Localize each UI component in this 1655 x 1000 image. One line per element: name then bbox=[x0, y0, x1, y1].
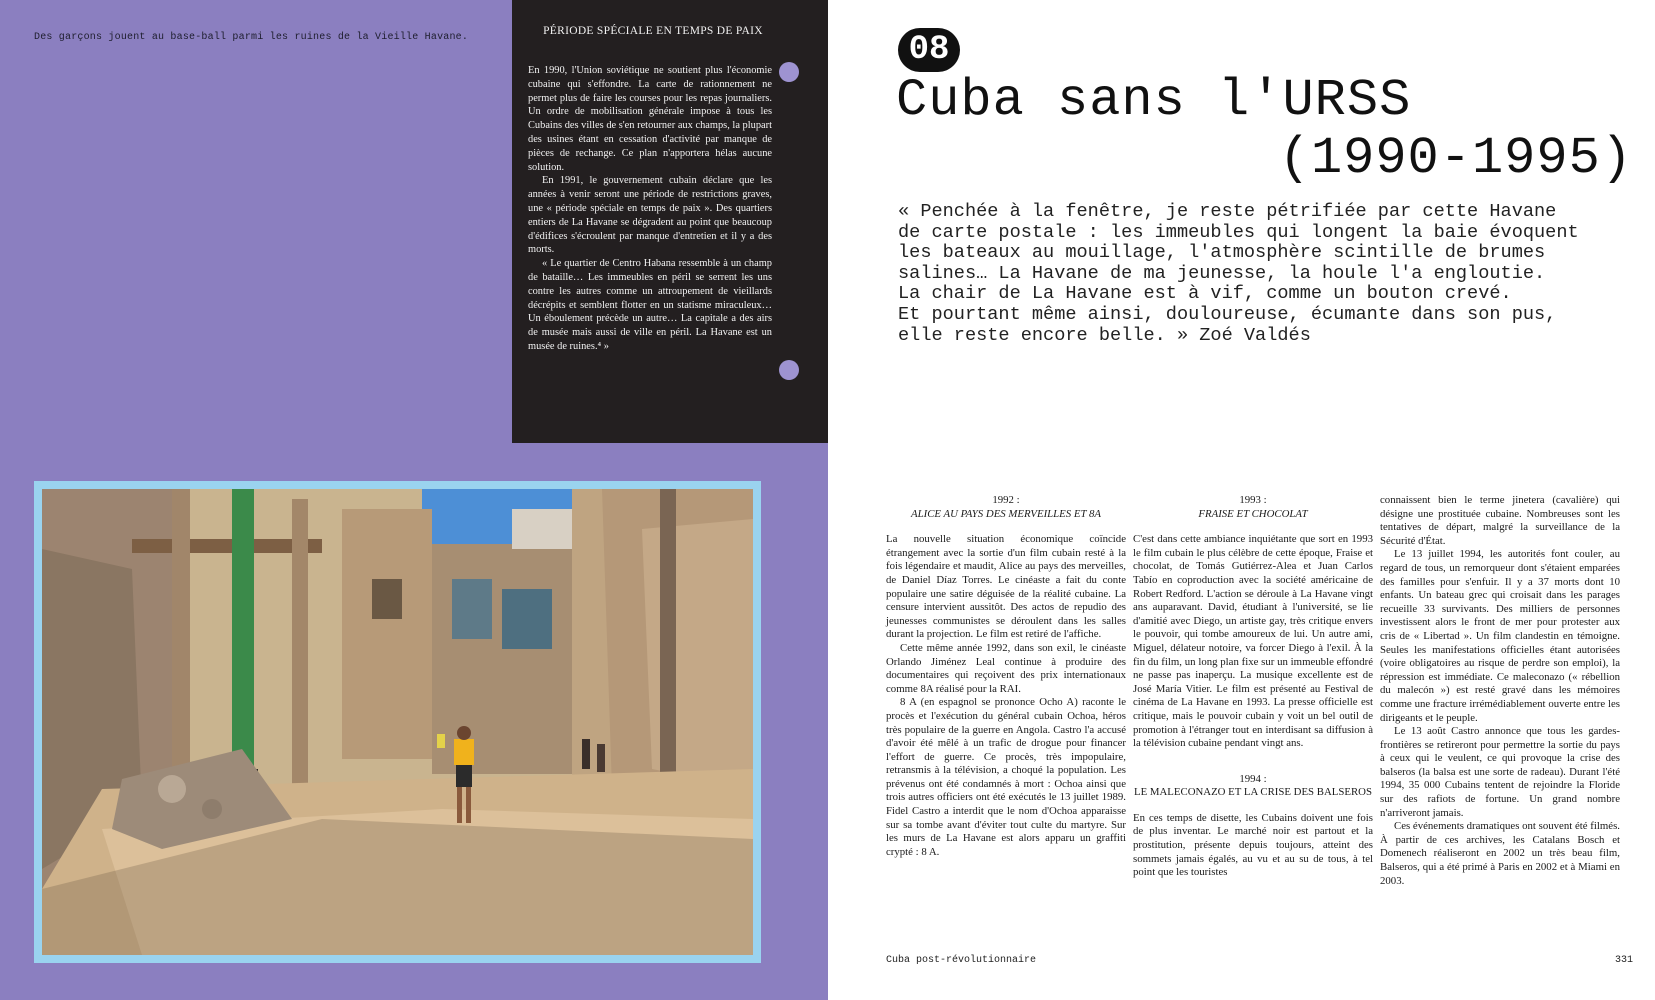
heading-year: 1994 : bbox=[1239, 772, 1267, 785]
column-paragraph: Ces événements dramatiques ont souvent été filmés. À partir de ces archives, les Catalans Bosch et Domenech réaliseront en 2002 un très beau film, Balseros, qui a été primé à Paris en 2002 et à Miami en 2003. bbox=[1380, 820, 1620, 887]
column-paragraph: connaissent bien le terme jinetera (cavalière) qui désigne une prostituée cubaine. Nombreuses sont les tentatives de départ, malgré la surveillance de la Sécurité d'État. bbox=[1380, 494, 1620, 547]
heading-title: LE MALECONAZO ET LA CRISE DES BALSEROS bbox=[1134, 786, 1372, 799]
column-paragraph: La nouvelle situation économique coïncide étrangement avec la sortie d'un film cubain resté à la fois légendaire et maudit, Alice au pays des merveilles, de Daniel Díaz Torres. Le cinéaste a fait du conte populaire une satire déguisée de la réalité cubaine. La censure intervient aussitôt. Des actos de repudio des jeunesses communistes se déroulent dans les salles durant la projection. Le film est retiré de l'affiche. bbox=[886, 533, 1126, 641]
sidebar-paragraph: En 1991, le gouvernement cubain déclare que les années à venir seront une période de restrictions graves, une « période spéciale en temps de paix ». Des quartiers entiers de La Havane se dégradent au point que beaucoup d'édifices s'écroulent par manque d'entretien et il y a des morts. bbox=[528, 175, 772, 256]
column-paragraph: Le 13 juillet 1994, les autorités font couler, au regard de tous, un remorqueur dont s'étaient emparées des familles pour s'enfuir. Il y a 37 morts dont 10 enfants. Un bateau grec qui croisait dans les parages recueille 33 survivants. Des milliers de personnes investissent alors le front de mer pour protester aux cris de « Libertad ». Un film clandestin en témoigne. Seules les manifestations officielles étant autorisées (voire obligatoires au risque de perdre son emploi), la répression est immédiate. Ce maleconazo (« rébellion du malecón ») est resté gravé dans les mémoires comme une fracture irrémédiablement ouverte entre les dirigeants et le peuple. bbox=[1380, 548, 1620, 724]
binder-hole-dot bbox=[779, 62, 799, 82]
running-footer: Cuba post-révolutionnaire bbox=[886, 955, 1037, 966]
column-paragraph: Le 13 août Castro annonce que tous les gardes-frontières se retireront pour permettre la sortie du pays à ceux qui le veulent, ce qui provoque la crise des balseros (la balsa est une sorte de radeau). Durant l'été 1994, 35 000 Cubains tentent de rejoindre la Floride sur des rafiots de fortune. Un grand nombre n'arriveront jamais. bbox=[1380, 725, 1620, 819]
page-number: 331 bbox=[1614, 955, 1633, 966]
sidebar-title: PÉRIODE SPÉCIALE EN TEMPS DE PAIX bbox=[543, 25, 763, 37]
heading-title: ALICE AU PAYS DES MERVEILLES ET 8A bbox=[911, 507, 1101, 520]
ruins-illustration bbox=[42, 489, 753, 955]
sidebar-body bbox=[528, 64, 772, 354]
sidebar-paragraph: En 1990, l'Union soviétique ne soutient plus l'économie cubaine qui s'effondre. La carte de rationnement ne permet plus de faire les courses pour les repas journaliers. Un ordre de mobilisation générale impose à tous les Cubains des villes de s'en retourner aux champs, la plupart des usines étant en cessation d'activité par manque de pièces de rechange. Ce plan n'apportera hélas aucune solution. bbox=[528, 65, 772, 173]
sidebar-paragraph: « Le quartier de Centro Habana ressemble à un champ de bataille… Les immeubles en péril se serrent les uns contre les autres comme un attroupement de vieillards décrépits et semblent flotter en un statisme miraculeux… Un éboulement précède un autre… La capitale a des airs de musée mais aussi de ville en péril. La Havane est un musée de ruines.⁴ » bbox=[528, 258, 772, 352]
heading-year: 1992 : bbox=[992, 494, 1020, 506]
text-column-2 bbox=[1133, 494, 1373, 880]
photo-frame bbox=[34, 481, 761, 963]
right-page bbox=[828, 0, 1655, 1000]
section-heading-1992 bbox=[886, 494, 1126, 521]
column-paragraph: C'est dans cette ambiance inquiétante que sort en 1993 le film cubain le plus célèbre de cette époque, Fraise et chocolat, de Tomás Gutiérrez-Alea et Juan Carlos Tabío en coproduction avec la société américaine de Robert Redford. L'action se déroule à La Havane vingt ans auparavant. David, étudiant à l'université, se lie d'amitié avec Diego, un artiste gay, très critique envers le pouvoir, qui tombe amoureux de lui. Un autre ami, Miguel, délateur notoire, va forcer Diego à l'exil. À la fin du film, un long plan fixe sur un immeuble effondré ne passe pas inaperçu. La musique excellente est de José María Vitier. Le film est présenté au Festival de cinéma de La Havane en 1993. La presse officielle est critique, mais le pouvoir cubain y voit un bel outil de promotion à l'étranger tout en interdisant sa diffusion à la télévision cubaine pendant vingt ans. bbox=[1133, 533, 1373, 750]
havana-ruins-photo bbox=[42, 489, 753, 955]
sidebar-box bbox=[512, 0, 828, 443]
chapter-number-badge: 08 bbox=[898, 28, 960, 72]
column-paragraph: 8 A (en espagnol se prononce Ocho A) raconte le procès et l'exécution du général cubain Ochoa, héros très populaire de la guerre en Angola. Castro l'a accusé d'avoir été mêlé à un trafic de drogue pour financer l'effort de guerre. Ce procès, très impopulaire, retransmis à la télévision, a choqué la population. Les prévenus ont été condamnés à mort : Ochoa ainsi que trois autres officiers ont été exécutés le 13 juillet 1989. Fidel Castro a interdit que le nom d'Ochoa apparaisse sur sa tombe avant d'éviter tout culte du martyre. Sur les murs de La Havane est alors apparu un graffiti crypté : 8 A. bbox=[886, 696, 1126, 858]
column-paragraph: Cette même année 1992, dans son exil, le cinéaste Orlando Jiménez Leal continue à produire des documentaires qui reçoivent des prix internationaux comme 8A réalisé pour la RAI. bbox=[886, 641, 1126, 695]
heading-title: FRAISE ET CHOCOLAT bbox=[1198, 507, 1308, 520]
text-column-1 bbox=[886, 494, 1126, 859]
heading-year: 1993 : bbox=[1239, 494, 1267, 506]
section-heading-1993 bbox=[1133, 494, 1373, 521]
photo-caption: Des garçons jouent au base-ball parmi les ruines de la Vieille Havane. bbox=[34, 32, 469, 43]
section-heading-1994 bbox=[1133, 773, 1373, 800]
chapter-title-line2: (1990-1995) bbox=[1278, 129, 1633, 188]
column-paragraph: En ces temps de disette, les Cubains doivent une fois de plus inventar. Le marché noir est partout et la prostitution, présente depuis toujours, atteint des sommets jamais égalés, au vu et au su de tous, à tel point que les touristes bbox=[1133, 811, 1373, 879]
binder-hole-dot bbox=[779, 360, 799, 380]
text-column-3 bbox=[1380, 494, 1620, 888]
chapter-title-line1: Cuba sans l'URSS bbox=[896, 71, 1412, 130]
epigraph-quote: « Penchée à la fenêtre, je reste pétrifiée par cette Havane de carte postale : les immeubles qui longent la baie évoquent les bateaux au mouillage, l'atmosphère scintille de brumes salines… La Havane de ma jeunesse, la houle l'a engloutie. La chair de La Havane est à vif, comme un bouton crevé. Et pourtant même ainsi, douloureuse, écumante dans son pus, elle reste encore belle. » Zoé Valdés bbox=[898, 201, 1579, 346]
